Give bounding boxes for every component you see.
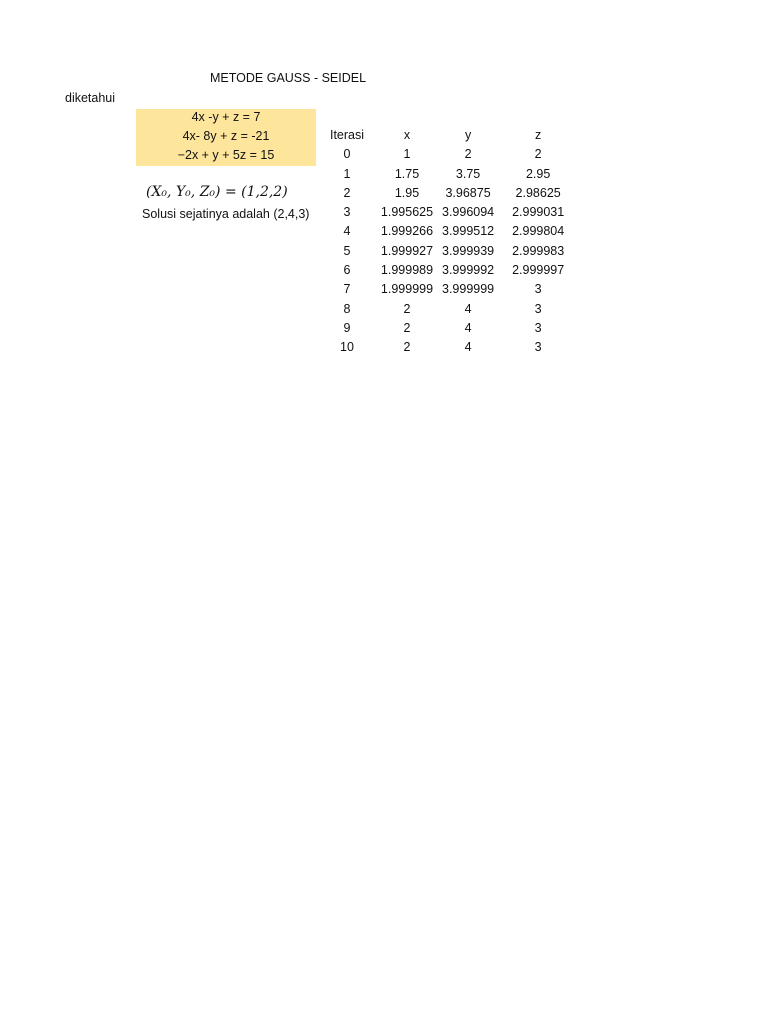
cell-x: 2	[403, 340, 411, 355]
cell-iterasi: 10	[340, 340, 354, 355]
cell-z: 2.999804	[512, 224, 565, 239]
cell-x: 1.999989	[380, 263, 434, 278]
true-solution: Solusi sejatinya adalah (2,4,3)	[142, 207, 310, 221]
cell-x: 1.75	[394, 166, 420, 181]
cell-x: 1.995625	[380, 205, 434, 220]
table-row	[322, 261, 582, 280]
cell-z: 3	[534, 282, 542, 297]
table-row	[322, 222, 582, 241]
header-z: z	[535, 128, 542, 142]
cell-iterasi: 6	[343, 263, 351, 278]
initial-values: (X₀, Y₀, Z₀) = (1,2,2)	[146, 184, 288, 200]
cell-y: 2	[464, 147, 472, 162]
cell-y: 4	[464, 340, 472, 355]
cell-x: 2	[403, 320, 411, 335]
cell-y: 3.999939	[442, 243, 495, 258]
table-row	[322, 165, 582, 184]
equation-3: −2x + y + 5z = 15	[177, 148, 275, 162]
cell-z: 2.98625	[515, 185, 561, 200]
cell-iterasi: 8	[343, 301, 351, 316]
table-row	[322, 242, 582, 261]
cell-x: 1.95	[394, 185, 420, 200]
cell-x: 1	[403, 147, 411, 162]
cell-z: 3	[534, 340, 542, 355]
equation-2: 4x- 8y + z = -21	[182, 129, 270, 143]
cell-y: 4	[464, 320, 472, 335]
iteration-table	[322, 126, 582, 358]
cell-iterasi: 5	[343, 243, 351, 258]
cell-iterasi: 9	[343, 320, 351, 335]
cell-iterasi: 4	[343, 224, 351, 239]
cell-y: 3.999512	[442, 224, 495, 239]
page-title: METODE GAUSS - SEIDEL	[210, 71, 367, 85]
cell-z: 3	[534, 320, 542, 335]
cell-iterasi: 2	[343, 185, 351, 200]
cell-z: 2.95	[525, 166, 551, 181]
table-row	[322, 319, 582, 338]
known-label: diketahui	[65, 91, 116, 105]
cell-z: 2.999997	[512, 263, 565, 278]
cell-y: 3.999999	[442, 282, 495, 297]
cell-y: 3.96875	[445, 185, 491, 200]
cell-x: 2	[403, 301, 411, 316]
cell-x: 1.999999	[380, 282, 434, 297]
cell-z: 2.999983	[512, 243, 565, 258]
cell-x: 1.999266	[380, 224, 434, 239]
cell-iterasi: 0	[343, 147, 351, 162]
table-row	[322, 338, 582, 357]
table-row	[322, 184, 582, 203]
cell-z: 3	[534, 301, 542, 316]
cell-x: 1.999927	[380, 243, 434, 258]
cell-iterasi: 1	[343, 166, 351, 181]
equation-1: 4x -y + z = 7	[191, 110, 261, 124]
cell-iterasi: 3	[343, 205, 351, 220]
cell-y: 3.996094	[442, 205, 495, 220]
header-iterasi: Iterasi	[329, 128, 365, 142]
cell-y: 4	[464, 301, 472, 316]
cell-z: 2.999031	[512, 205, 565, 220]
cell-iterasi: 7	[343, 282, 351, 297]
table-header-row	[322, 126, 582, 145]
cell-y: 3.999992	[442, 263, 495, 278]
header-x: x	[403, 128, 411, 142]
table-row	[322, 280, 582, 299]
cell-z: 2	[534, 147, 542, 162]
equation-box	[136, 109, 316, 166]
cell-y: 3.75	[455, 166, 481, 181]
table-row	[322, 203, 582, 222]
table-row	[322, 145, 582, 164]
table-row	[322, 300, 582, 319]
header-y: y	[464, 128, 472, 142]
